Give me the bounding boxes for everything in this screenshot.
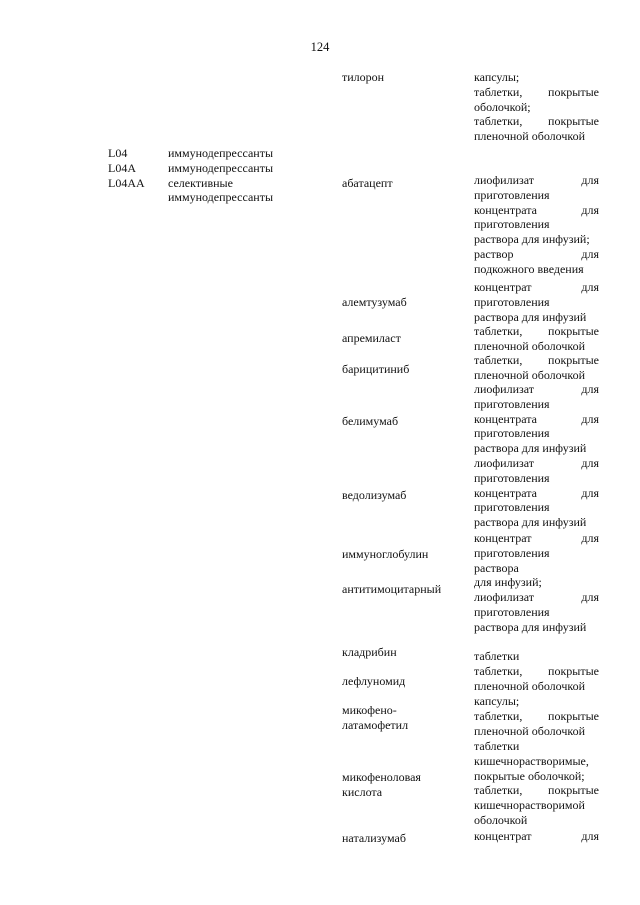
group-name: иммунодепрессанты [168,190,274,205]
dosage-form: капсулы; таблетки, покрытые оболочкой; таблетки, покрытые пленочной оболочкой [474,70,599,144]
dosage-form: лиофилизат для приготовления концентрата для приготовления раствора для инфузий [474,456,599,530]
dosage-form: таблетки, покрытые пленочной оболочкой [474,353,599,382]
page-number: 124 [310,40,330,54]
atc-code: L04A [108,160,136,175]
drug-name: тилорон [342,70,385,84]
drug-name: микофеноловая кислота [342,770,421,799]
drug-name: лефлуномид [342,674,406,688]
dosage-form: концентрат для приготовления раствора для инфузий; лиофилизат для приготовления раствора для инфузий [474,531,599,634]
drug-name: кладрибин [342,645,397,659]
dosage-form: таблетки кишечнорастворимые, покрытые оболочкой; таблетки, покрытые кишечнорастворимой оболочкой [474,739,599,827]
anatomical-group-column [168,146,273,205]
drug-name: ведолизумаб [342,488,407,502]
atc-code: L04 [108,146,128,160]
dosage-form: концентрат для [474,829,599,843]
dosage-form: таблетки, покрытые пленочной оболочкой [474,324,599,353]
dosage-form: концентрат для приготовления раствора для инфузий [474,280,599,324]
drug-name: абатацепт [342,176,393,190]
group-name: селективные [168,175,233,190]
group-name: иммунодепрессанты [168,146,274,160]
atc-code: L04AA [108,175,145,190]
dosage-form: капсулы; таблетки, покрытые пленочной оболочкой [474,694,599,738]
atc-code-column [108,146,145,190]
drug-name: барицитиниб [342,362,410,376]
drug-name: белимумаб [342,414,399,428]
group-name: иммунодепрессанты [168,160,274,175]
drug-name: микофено- латамофетил [342,703,409,732]
dosage-form: таблетки [474,649,520,663]
drug-name: натализумаб [342,831,406,845]
dosage-form: лиофилизат для приготовления концентрата для приготовления раствора для инфузий; раствор для подкожного введения [474,173,599,276]
drug-name: алемтузумаб [342,295,407,309]
drug-name: иммуноглобулин антитимоцитарный [342,547,442,596]
dosage-form: таблетки, покрытые пленочной оболочкой [474,664,599,693]
drug-name: апремиласт [342,331,401,345]
dosage-form: лиофилизат для приготовления концентрата для приготовления раствора для инфузий [474,382,599,456]
